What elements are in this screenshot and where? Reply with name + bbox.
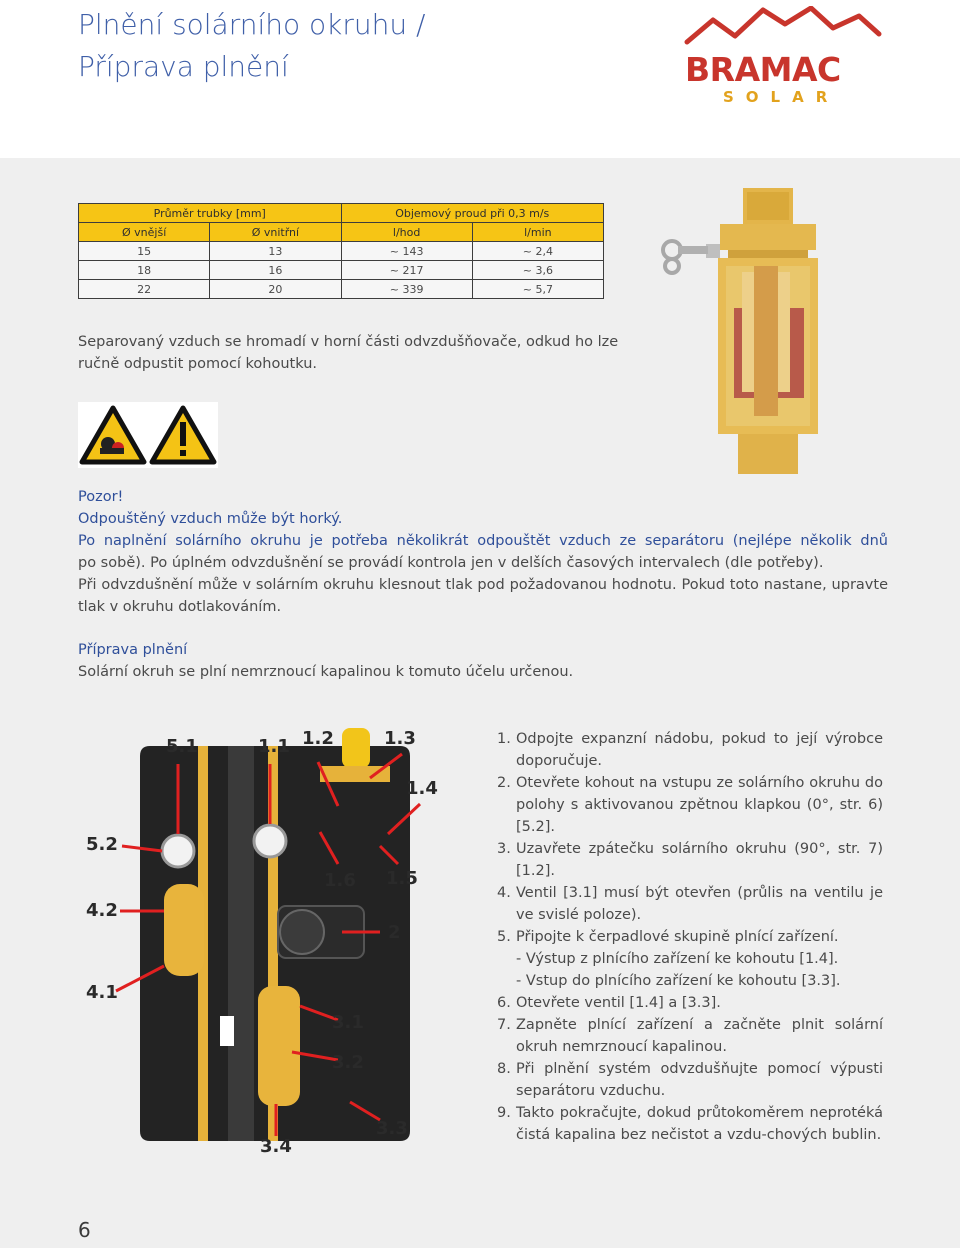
step-number: 1. [497,731,511,747]
table-cell: ~ 143 [341,242,472,261]
diagram-label: 1.2 [302,728,334,749]
filling-steps-list [497,728,883,1146]
step-number: 6. [497,995,511,1011]
table-cell: 18 [79,261,210,280]
warning-section [78,486,888,618]
list-item [497,992,883,1014]
intro-line: ručně odpustit pomocí kohoutku. [78,356,317,372]
table-group-header: Objemový proud při 0,3 m/s [341,204,604,223]
list-item [497,772,883,838]
table-cell: 20 [210,280,341,299]
diagram-label: 3.1 [332,1012,364,1033]
step-subitem: - Vstup do plnícího zařízení ke kohoutu [3.3]. [516,973,841,989]
diagram-label: 1.3 [384,728,416,749]
page-title [78,4,425,88]
step-text: Takto pokračujte, dokud průtokoměrem neprotéká čistá kapalina bez nečistot a vzdu-chových bublin. [516,1105,883,1143]
table-header-cell: l/min [472,223,603,242]
table-header-cell: l/hod [341,223,472,242]
step-text: Otevřete ventil [1.4] a [3.3]. [516,995,721,1011]
table-group-header-row [79,204,604,223]
table-cell: ~ 339 [341,280,472,299]
step-number: 4. [497,885,511,901]
pump-group-illustration [80,706,460,1171]
step-text: Odpojte expanzní nádobu, pokud to její výrobce doporučuje. [516,731,883,769]
page-number: 6 [78,1218,91,1242]
step-text: Zapněte plnící zařízení a začněte plnit solární okruh nemrznoucí kapalinou. [516,1017,883,1055]
table-cell: ~ 217 [341,261,472,280]
diagram-label: 1.4 [406,778,438,799]
intro-line: Separovaný vzduch se hromadí v horní části odvzdušňovače, odkud ho lze [78,334,619,350]
title-line-1: Plnění solárního okruhu / [78,8,426,41]
table-cell: ~ 2,4 [472,242,603,261]
list-item [497,926,883,992]
table-cell: ~ 3,6 [472,261,603,280]
preparation-section [78,639,888,683]
warning-line: Odpouštěný vzduch může být horký. [78,511,343,527]
caution-warning-icon [148,402,218,468]
list-item [497,882,883,926]
list-item [497,1058,883,1102]
step-text: Otevřete kohout na vstupu ze solárního okruhu do polohy s aktivovanou zpětnou klapkou (0°, str. 6) [5.2]. [516,775,883,835]
step-number: 8. [497,1061,511,1077]
list-item [497,838,883,882]
table-group-header: Průměr trubky [mm] [79,204,342,223]
step-text: Připojte k čerpadlové skupině plnící zařízení. [516,929,839,945]
table-row [79,261,604,280]
table-sub-header-row [79,223,604,242]
table-cell: 22 [79,280,210,299]
table-cell: 13 [210,242,341,261]
flammable-warning-icon [78,402,148,468]
step-text: Ventil [3.1] musí být otevřen (průlis na ventilu je ve svislé poloze). [516,885,883,923]
diagram-label: 2 [388,922,401,943]
logo-subtitle: SOLAR [723,88,840,106]
table-header-cell: Ø vnější [79,223,210,242]
diagram-label: 1.1 [258,736,290,757]
step-subitem: - Výstup z plnícího zařízení ke kohoutu [1.4]. [516,951,839,967]
diagram-label: 3.2 [332,1052,364,1073]
diagram-label: 3.4 [260,1136,292,1157]
list-item [497,1102,883,1146]
page-header [0,0,960,158]
diagram-label: 1.5 [386,868,418,889]
diagram-label: 5.1 [166,736,198,757]
warning-line: Při odvzdušnění může v solárním okruhu klesnout tlak pod požadovanou hodnotu. Pokud toto nastane, upravte [78,577,888,593]
table-cell: 15 [79,242,210,261]
diagram-label: 3.3 [376,1118,408,1139]
step-number: 2. [497,775,511,791]
air-separator-illustration [650,180,840,480]
diagram-label: 5.2 [86,834,118,855]
table-header-cell: Ø vnitřní [210,223,341,242]
step-text: Při plnění systém odvzdušňujte pomocí výpusti separátoru vzduchu. [516,1061,883,1099]
list-item [497,1014,883,1058]
step-text: Uzavřete zpátečku solárního okruhu (90°, str. 7) [1.2]. [516,841,883,879]
title-line-2: Příprava plnění [78,50,289,83]
intro-text [78,331,638,375]
logo-mountain-icon [683,6,893,56]
warning-line: po sobě). Po úplném odvzdušnění se provádí kontrola jen v delších časových intervalech (dle potřeby). [78,555,824,571]
step-number: 7. [497,1017,511,1033]
warning-title: Pozor! [78,489,124,505]
pipe-flow-table [78,203,604,299]
warning-line: tlak v okruhu dotlakováním. [78,599,282,615]
preparation-heading: Příprava plnění [78,642,188,658]
diagram-label: 4.2 [86,900,118,921]
table-row [79,280,604,299]
logo-wordmark: BRAMAC [685,50,841,89]
diagram-label: 4.1 [86,982,118,1003]
table-cell: ~ 5,7 [472,280,603,299]
step-number: 3. [497,841,511,857]
preparation-text: Solární okruh se plní nemrznoucí kapalinou k tomuto účelu určenou. [78,664,574,680]
diagram-label: 1.6 [324,870,356,891]
list-item [497,728,883,772]
step-number: 9. [497,1105,511,1121]
bramac-solar-logo [683,6,893,110]
warning-line: Po naplnění solárního okruhu je potřeba několikrát odpouštět vzduch ze separátoru (nejlépe několik dnů [78,533,888,549]
table-cell: 16 [210,261,341,280]
step-number: 5. [497,929,511,945]
table-row [79,242,604,261]
